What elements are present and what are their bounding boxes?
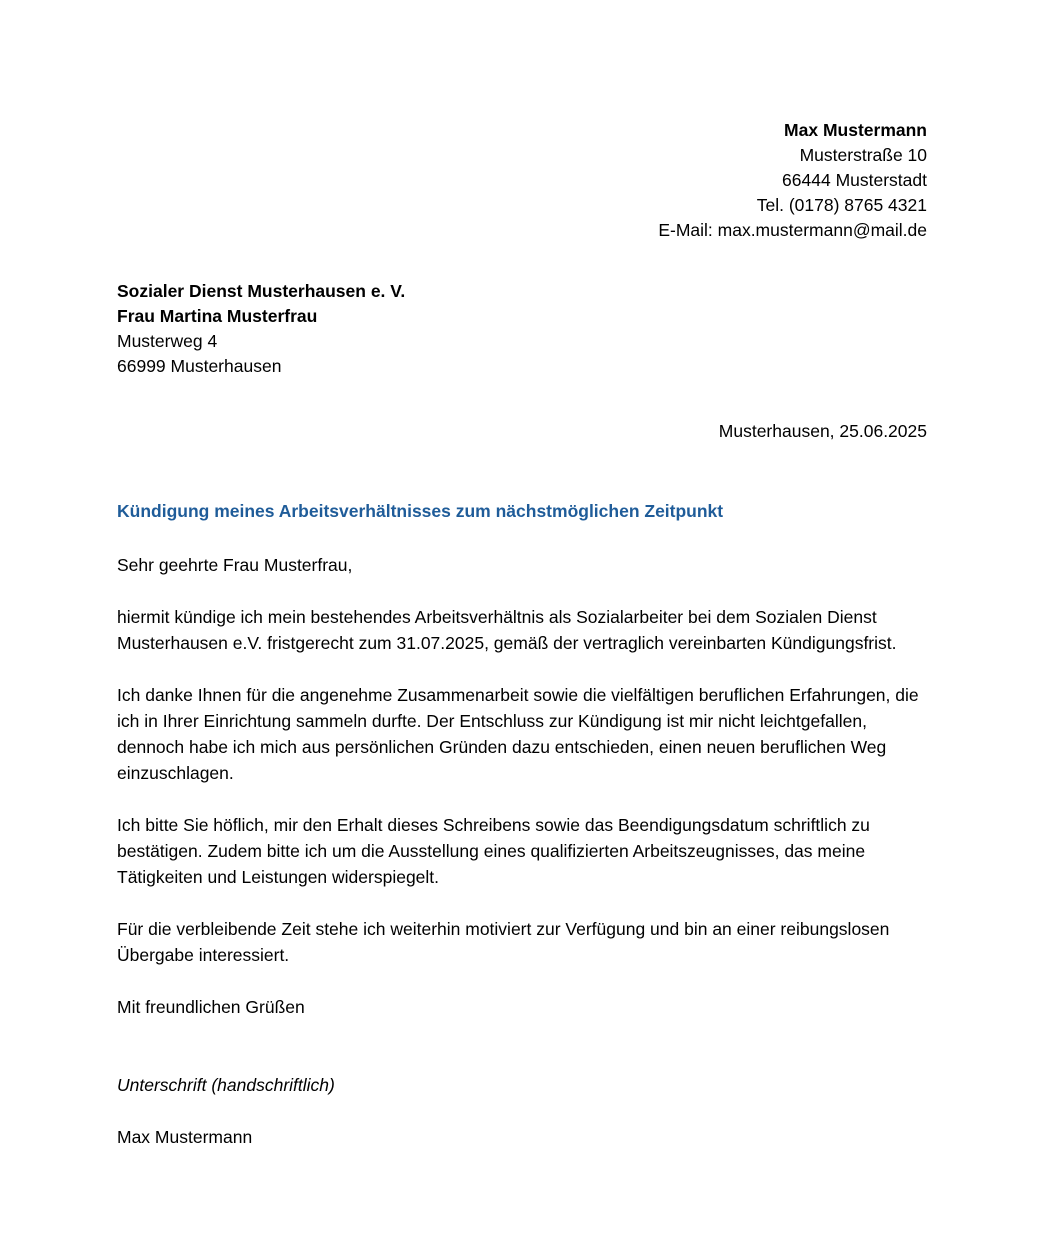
signature-name: Max Mustermann — [117, 1127, 253, 1147]
body-paragraph: Ich bitte Sie höflich, mir den Erhalt dieses Schreibens sowie das Beendigungsdatum schriftlich zu bestätigen. Zudem bitte ich um die Ausstellung eines qualifizierten Arbeitszeugnisses, das meine Tätigkeiten und Leistungen widerspiegelt. — [117, 815, 870, 887]
body-paragraph: hiermit kündige ich mein bestehendes Arbeitsverhältnis als Sozialarbeiter bei dem Sozialen Dienst Musterhausen e.V. fristgerecht zum 31.07.2025, gemäß der vertraglich vereinbarten Kündigungsfrist. — [117, 607, 897, 653]
sender-city: 66444 Musterstadt — [782, 170, 927, 190]
body-paragraph: Ich danke Ihnen für die angenehme Zusammenarbeit sowie die vielfältigen beruflichen Erfahrungen, die ich in Ihrer Einrichtung sammeln durfte. Der Entschluss zur Kündigung ist mir nicht leichtgefallen, dennoch habe ich mich aus persönlichen Gründen dazu entschieden, einen neuen beruflichen Weg einzuschlagen. — [117, 685, 919, 783]
recipient-person: Frau Martina Musterfrau — [117, 306, 318, 326]
recipient-city: 66999 Musterhausen — [117, 356, 282, 376]
sender-email: E-Mail: max.mustermann@mail.de — [658, 220, 927, 240]
letter-content — [117, 0, 927, 1150]
recipient-organization: Sozialer Dienst Musterhausen e. V. — [117, 281, 406, 301]
sender-street: Musterstraße 10 — [799, 145, 927, 165]
closing-line: Mit freundlichen Grüßen — [117, 997, 305, 1017]
sender-phone: Tel. (0178) 8765 4321 — [756, 195, 927, 215]
signature-note: Unterschrift (handschriftlich) — [117, 1075, 335, 1095]
recipient-street: Musterweg 4 — [117, 331, 218, 351]
salutation: Sehr geehrte Frau Musterfrau, — [117, 555, 353, 575]
place-and-date: Musterhausen, 25.06.2025 — [718, 421, 927, 441]
recipient-address-block — [117, 279, 927, 379]
sender-address-block — [117, 118, 927, 243]
body-paragraph: Für die verbleibende Zeit stehe ich weiterhin motiviert zur Verfügung und bin an einer reibungslosen Übergabe interessiert. — [117, 919, 890, 965]
subject-line: Kündigung meines Arbeitsverhältnisses zum nächstmöglichen Zeitpunkt — [117, 501, 724, 521]
sender-name: Max Mustermann — [784, 120, 927, 140]
